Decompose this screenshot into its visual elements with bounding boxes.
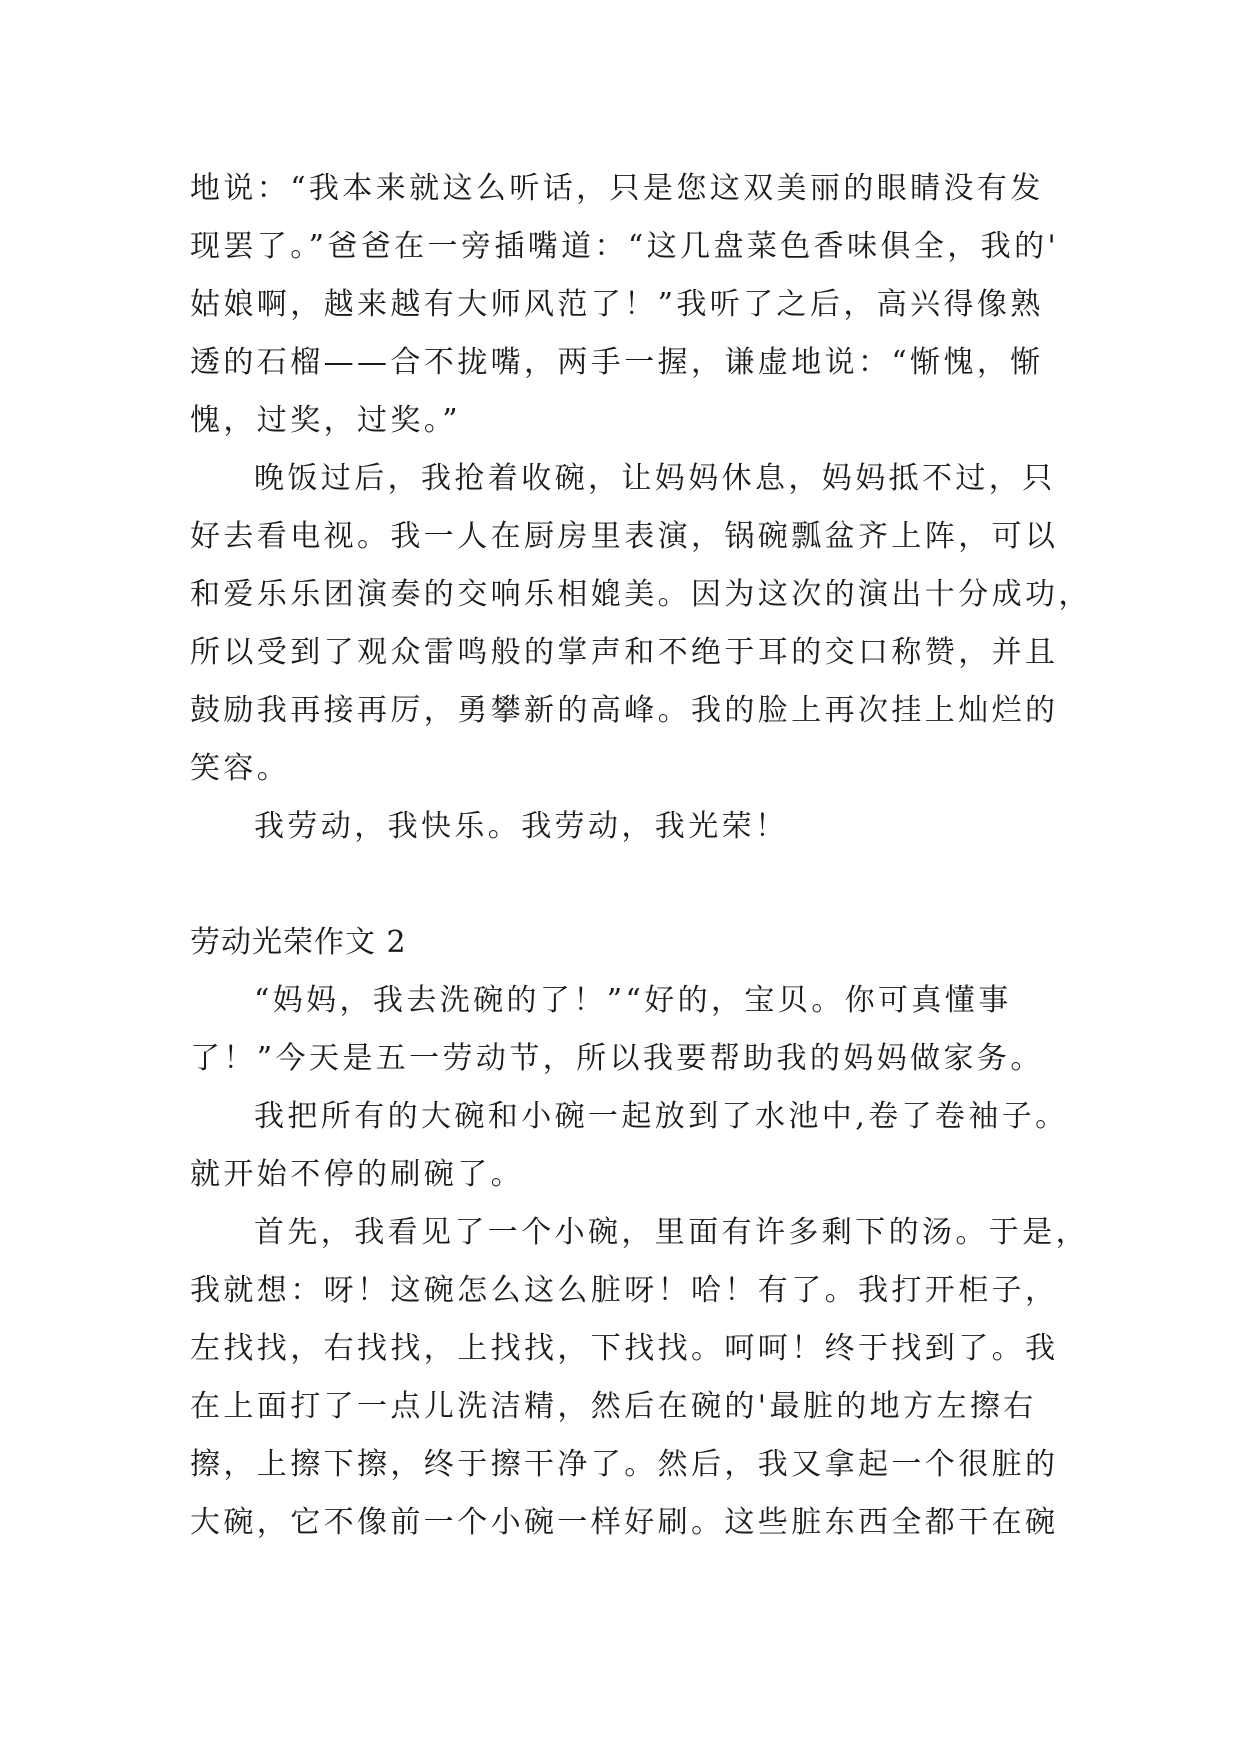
text-line: 我就想：呀！这碗怎么这么脏呀！哈！有了。我打开柜子，: [190, 1273, 1059, 1308]
text-line: 擦，上擦下擦，终于擦干净了。然后，我又拿起一个很脏的: [190, 1447, 1059, 1482]
paragraph-continued: [190, 160, 1060, 450]
paragraph-dinner: [190, 450, 1092, 798]
text-line: 愧，过奖，过奖。”: [190, 403, 461, 438]
text-line: 晚饭过后，我抢着收碗，让妈妈休息，妈妈抵不过，只: [254, 461, 1056, 496]
text-line: 现罢了。”爸爸在一旁插嘴道：“这几盘菜色香味俱全，我的': [190, 229, 1060, 264]
paragraph-conclusion: [190, 798, 1052, 856]
text-line: 所以受到了观众雷鸣般的掌声和不绝于耳的交口称赞，并且: [190, 635, 1059, 670]
text-line: 首先，我看见了一个小碗，里面有许多剩下的汤。于是，: [254, 1215, 1089, 1250]
blank-line: [190, 856, 1052, 914]
paragraph-intro: [190, 972, 1052, 1088]
text-line: 我把所有的大碗和小碗一起放到了水池中,卷了卷袖子。: [254, 1099, 1069, 1134]
essay-heading: 劳动光荣作文 2: [190, 925, 407, 960]
text-line: “妈妈，我去洗碗的了！”“好的，宝贝。你可真懂事: [254, 983, 1012, 1018]
paragraph-washing: [190, 1204, 1089, 1552]
text-line: 大碗，它不像前一个小碗一样好刷。这些脏东西全都干在碗: [190, 1505, 1059, 1540]
text-line: 了！”今天是五一劳动节，所以我要帮助我的妈妈做家务。: [190, 1041, 1044, 1076]
text-line: 透的石榴——合不拢嘴，两手一握，谦虚地说：“惭愧，惭: [190, 345, 1044, 380]
text-line: 我劳动，我快乐。我劳动，我光荣！: [254, 809, 789, 844]
text-line: 姑娘啊，越来越有大师风范了！”我听了之后，高兴得像熟: [190, 287, 1044, 322]
text-line: 地说：“我本来就这么听话，只是您这双美丽的眼睛没有发: [190, 171, 1044, 206]
text-line: 就开始不停的刷碗了。: [190, 1157, 524, 1192]
text-line: 在上面打了一点儿洗洁精，然后在碗的'最脏的地方左擦右: [190, 1389, 1037, 1424]
paragraph-bowls: [190, 1088, 1069, 1204]
text-line: 左找找，右找找，上找找，下找找。呵呵！终于找到了。我: [190, 1331, 1059, 1366]
text-line: 好去看电视。我一人在厨房里表演，锅碗瓢盆齐上阵，可以: [190, 519, 1059, 554]
text-line: 鼓励我再接再厉，勇攀新的高峰。我的脸上再次挂上灿烂的: [190, 693, 1059, 728]
text-line: 和爱乐乐团演奏的交响乐相媲美。因为这次的演出十分成功，: [190, 577, 1092, 612]
document-page: [190, 160, 1092, 1552]
text-line: 笑容。: [190, 751, 291, 786]
